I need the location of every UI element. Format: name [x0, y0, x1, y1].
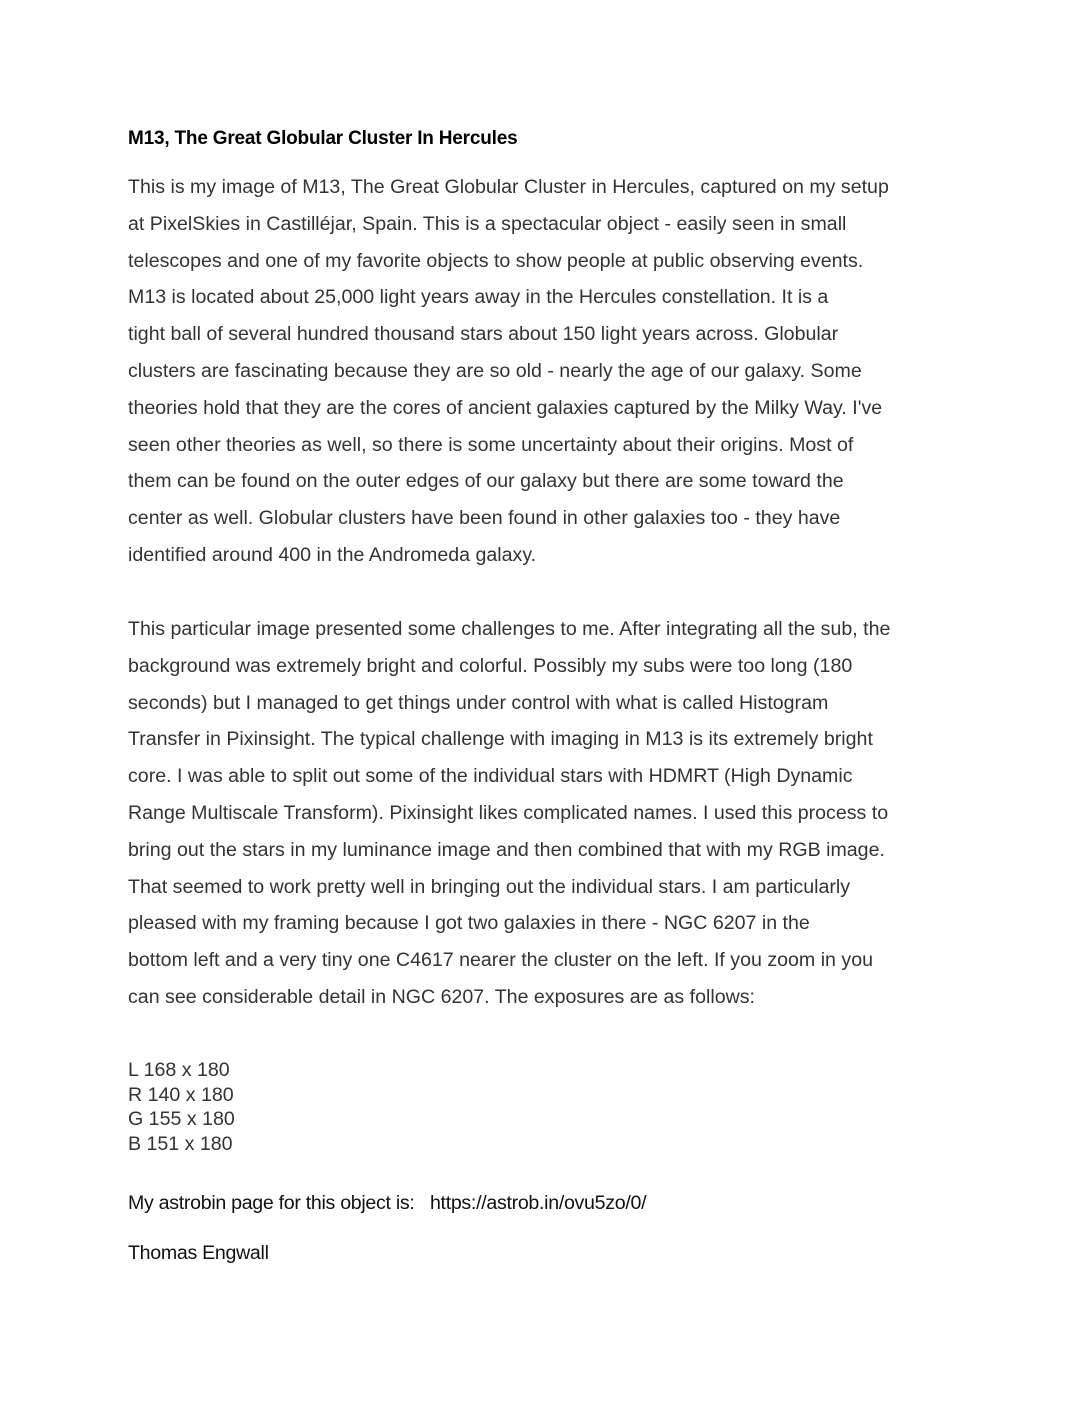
paragraph-line: clusters are fascinating because they are so old - nearly the age of our galaxy. Some [128, 359, 862, 382]
paragraph-line: telescopes and one of my favorite objects to show people at public observing events. [128, 249, 864, 272]
paragraph-line: Range Multiscale Transform). Pixinsight likes complicated names. I used this process to [128, 801, 889, 824]
paragraph-line: Transfer in Pixinsight. The typical challenge with imaging in M13 is its extremely bright [128, 728, 873, 751]
paragraph-line: center as well. Globular clusters have been found in other galaxies too - they have [128, 507, 841, 530]
paragraph-line: bottom left and a very tiny one C4617 nearer the cluster on the left. If you zoom in you [128, 949, 873, 972]
paragraph-line: background was extremely bright and colorful. Possibly my subs were too long (180 [128, 654, 853, 677]
paragraph-line: tight ball of several hundred thousand stars about 150 light years across. Globular [128, 323, 839, 346]
exposure-list [128, 1058, 235, 1156]
paragraph-line: That seemed to work pretty well in bringing out the individual stars. I am particularly [128, 875, 851, 898]
astrobin-label: My astrobin page for this object is: [128, 1192, 415, 1214]
paragraph-line: core. I was able to split out some of the individual stars with HDMRT (High Dynamic [128, 765, 853, 788]
paragraph-line: bring out the stars in my luminance image and then combined that with my RGB image. [128, 838, 885, 861]
paragraph-line: them can be found on the outer edges of our galaxy but there are some toward the [128, 470, 844, 493]
paragraph-intro [128, 169, 889, 574]
paragraph-line: This is my image of M13, The Great Globular Cluster in Hercules, captured on my setup [128, 176, 889, 198]
paragraph-line: pleased with my framing because I got two galaxies in there - NGC 6207 in the [128, 912, 810, 935]
paragraph-line: identified around 400 in the Andromeda galaxy. [128, 543, 537, 566]
paragraph-line: This particular image presented some challenges to me. After integrating all the sub, the [128, 618, 891, 640]
paragraph-line: theories hold that they are the cores of ancient galaxies captured by the Milky Way. I've [128, 396, 883, 419]
exposure-item: B 151 x 180 [128, 1132, 233, 1155]
document-title: M13, The Great Globular Cluster In Hercules [128, 128, 518, 149]
paragraph-line: seen other theories as well, so there is some uncertainty about their origins. Most of [128, 433, 854, 456]
paragraph-line: M13 is located about 25,000 light years away in the Hercules constellation. It is a [128, 286, 829, 309]
author-name: Thomas Engwall [128, 1242, 269, 1264]
exposure-item: L 168 x 180 [128, 1059, 230, 1081]
exposure-item: R 140 x 180 [128, 1083, 234, 1106]
paragraph-line: can see considerable detail in NGC 6207. The exposures are as follows: [128, 985, 755, 1008]
paragraph-line: seconds) but I managed to get things under control with what is called Histogram [128, 691, 829, 714]
astrobin-line [128, 1192, 646, 1215]
exposure-item: G 155 x 180 [128, 1108, 235, 1131]
astrobin-link[interactable]: https://astrob.in/ovu5zo/0/ [429, 1192, 647, 1214]
paragraph-line: at PixelSkies in Castilléjar, Spain. This is a spectacular object - easily seen in small [128, 212, 847, 235]
paragraph-processing [128, 611, 890, 1016]
